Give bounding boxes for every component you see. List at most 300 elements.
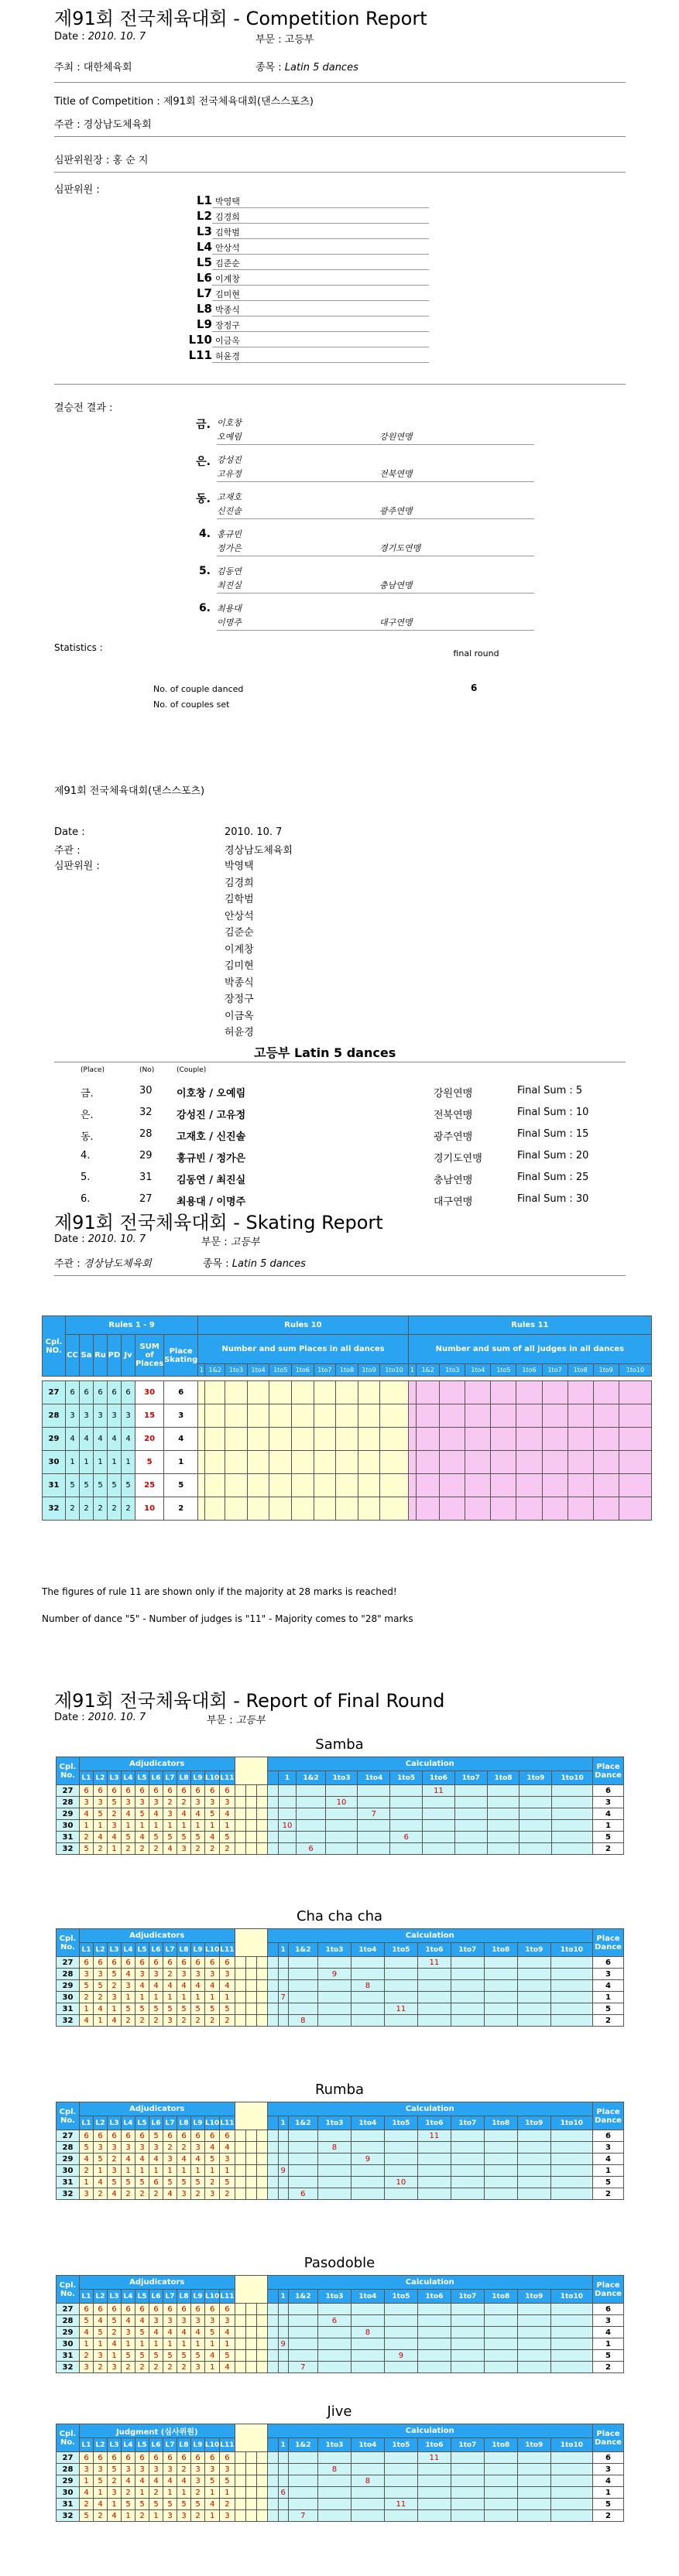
sk-rule11-cell (440, 1381, 465, 1404)
summary-organizer-label: 주관 : (54, 845, 81, 857)
fr-mark: 3 (135, 1797, 149, 1808)
result-name-2: 신진솔 (217, 506, 242, 516)
sk-calc-col: 1to7 (314, 1364, 336, 1377)
fr-calc-cell (517, 2362, 550, 2373)
summary-judge-name: 이금옥 (225, 1010, 254, 1022)
fr-calc-col: 1to8 (484, 2290, 517, 2304)
fr-mark: 3 (205, 2464, 220, 2475)
fr-calc-cell (417, 2188, 451, 2200)
fr-calc-col: 1to10 (550, 2438, 592, 2452)
fr-judge-col: L8 (177, 1943, 191, 1957)
fr-mark: 1 (94, 2015, 108, 2027)
sk-rule10-cell (336, 1428, 358, 1451)
fr-calc-cell: 9 (317, 1969, 351, 1980)
fr-header-row (57, 2290, 624, 2304)
fr-calc-cell (550, 2003, 592, 2015)
fr-blank (235, 2475, 245, 2487)
fr-cpl-no: 30 (57, 2165, 80, 2177)
fr-mark: 5 (205, 2003, 220, 2015)
fr-place: 3 (593, 2315, 624, 2327)
fr-mark: 1 (94, 1820, 108, 1832)
fr-calc-cell (297, 1785, 325, 1797)
fr-calc-cell (417, 2327, 451, 2338)
result-name-2: 고유정 (217, 469, 242, 479)
fr-mark: 5 (163, 2350, 177, 2362)
fr-calc-cell (325, 1843, 358, 1855)
fr-calc-cell (451, 2362, 484, 2373)
fr-calc-cell (288, 2154, 317, 2165)
fr-calc-cell (317, 2003, 351, 2015)
fr-calc-cell (417, 2475, 451, 2487)
fr-calc-col: 1&2 (288, 2290, 317, 2304)
fr-mark: 3 (135, 1969, 149, 1980)
fr-blank (256, 2464, 267, 2475)
fr-blank (235, 1832, 245, 1843)
result-place: 4. (198, 528, 211, 540)
summary-judges-label: 심판위원 : (54, 860, 100, 872)
fr-mark: 3 (163, 1808, 177, 1820)
summary-judge-name: 김학범 (225, 894, 254, 905)
fr-calc-blank (267, 2130, 278, 2142)
sk-rule11-cell (516, 1451, 542, 1474)
fr-calc-col: 1&2 (297, 1771, 325, 1785)
fr-judge-col: L3 (108, 2116, 122, 2130)
fr-data-row (57, 2362, 624, 2373)
summary-place: 동. (81, 1131, 94, 1143)
fr-calc-cell (390, 1820, 423, 1832)
event-row: 종목 : Latin 5 dances (255, 62, 358, 74)
fr-calc-cell (288, 1969, 317, 1980)
fr-judge-col: L2 (94, 1771, 108, 1785)
fr-mark: 2 (80, 1832, 94, 1843)
fr-calc-cell (317, 2499, 351, 2510)
fr-mark: 5 (177, 2177, 191, 2188)
fr-calc-col: 1to5 (384, 2116, 417, 2130)
fr-mark: 4 (205, 2142, 220, 2154)
fr-mark: 4 (220, 1808, 235, 1820)
fr-mark: 6 (177, 2130, 191, 2142)
fr-mark: 4 (163, 1843, 177, 1855)
fr-judge-col: L5 (135, 1943, 149, 1957)
fr-mark: 4 (108, 1832, 122, 1843)
sk-dance-place: 6 (122, 1381, 135, 1404)
fr-mark: 1 (108, 2350, 122, 2362)
fr-calc-cell (487, 1843, 520, 1855)
fr-mark: 4 (191, 2327, 205, 2338)
fr-blank (235, 2350, 245, 2362)
fr-cpl-header: Cpl. No. (57, 1929, 80, 1957)
fr-judge-col: L2 (94, 1943, 108, 1957)
fr-mark: 1 (80, 2177, 94, 2188)
fr-mark: 1 (122, 2510, 135, 2522)
fr-calc-cell (517, 2464, 550, 2475)
fr-judge-col: L11 (220, 2116, 235, 2130)
fr-calc-cell: 11 (384, 2003, 417, 2015)
fr-calc-cell (390, 1843, 423, 1855)
sk-rule11-cell (465, 1404, 491, 1428)
fr-mark: 2 (108, 2154, 122, 2165)
fr-blank (256, 2362, 267, 2373)
fr-calc-blank (267, 2327, 278, 2338)
fr-spacer-header (235, 2276, 267, 2304)
summary-no: 32 (139, 1107, 153, 1118)
judge-name: 허윤경 (212, 350, 429, 363)
fr-mark: 1 (122, 1820, 135, 1832)
judge-code: L5 (197, 255, 212, 269)
fr-calc-cell: 11 (423, 1785, 455, 1797)
judge-code: L6 (197, 271, 212, 285)
fr-calc-col: 1to9 (520, 1771, 552, 1785)
sk-rule10-cell (358, 1381, 380, 1404)
fr-mark: 2 (94, 2188, 108, 2200)
fr-blank (235, 2188, 245, 2200)
summary-no: 28 (139, 1128, 153, 1140)
fr-blank (256, 1820, 267, 1832)
judge-row (184, 224, 429, 238)
sk-calc-col: 1&2 (417, 1364, 440, 1377)
fr-mark: 3 (108, 2165, 122, 2177)
fr-blank (245, 1820, 256, 1832)
fr-mark: 5 (220, 2003, 235, 2015)
fr-mark: 6 (94, 2452, 108, 2464)
organizer-row: 주관 : 경상남도체육회 (54, 119, 152, 131)
sk-rule11-cell (542, 1474, 568, 1497)
fr-calc-cell (351, 2304, 384, 2315)
sk-rule11-cell (440, 1404, 465, 1428)
fr-mark: 1 (191, 2165, 205, 2177)
fr-blank (256, 2315, 267, 2327)
fr-blank (256, 2452, 267, 2464)
sk-rule10-cell (336, 1497, 358, 1521)
fr-calc-col: 1to6 (423, 1771, 455, 1785)
fr-calc-cell (451, 2338, 484, 2350)
result-name-2: 최진실 (217, 580, 242, 590)
fr-place: 5 (593, 2177, 624, 2188)
fr-mark: 6 (205, 2130, 220, 2142)
fr-mark: 4 (149, 1808, 163, 1820)
sk-rule10-cell (198, 1497, 205, 1521)
fr-mark: 3 (149, 1797, 163, 1808)
fr-blank (245, 1785, 256, 1797)
dance-name: Cha cha cha (296, 1908, 383, 1924)
fr-mark: 3 (191, 2142, 205, 2154)
sk-event-row: 종목 : Latin 5 dances (203, 1258, 306, 1270)
fr-blank (256, 1832, 267, 1843)
sk-rule10-cell (292, 1497, 314, 1521)
fr-place: 1 (593, 2165, 624, 2177)
fr-calc-cell (278, 1785, 297, 1797)
fr-mark: 5 (80, 2142, 94, 2154)
fr-mark: 3 (108, 1992, 122, 2003)
fr-mark: 6 (122, 2130, 135, 2142)
fr-mark: 3 (191, 1969, 205, 1980)
summary-judge-name: 김준순 (225, 927, 254, 939)
fr-calc-cell (278, 2154, 288, 2165)
fr-place-header: Place Dance (593, 1757, 624, 1785)
fr-mark: 6 (149, 2304, 163, 2315)
fr-mark: 6 (80, 2304, 94, 2315)
fr-calc-cell (278, 2304, 288, 2315)
fr-calc-cell (317, 2350, 351, 2362)
skating-report-title: 제91회 전국체육대회 - Skating Report (54, 1212, 383, 1233)
fr-mark: 6 (135, 2452, 149, 2464)
result-place: 동. (196, 493, 211, 505)
fr-mark: 2 (149, 2015, 163, 2027)
fr-mark: 1 (205, 2338, 220, 2350)
fr-blank (235, 2362, 245, 2373)
fr-calc-cell (288, 2487, 317, 2499)
fr-calc-col: 1to3 (325, 1771, 358, 1785)
result-region: 광주연맹 (379, 506, 413, 516)
fr-calc-cell (278, 2130, 288, 2142)
fr-header-row (57, 1757, 624, 1771)
fr-calc-cell (317, 2452, 351, 2464)
fr-mark: 2 (149, 2188, 163, 2200)
fr-calc-cell (288, 1992, 317, 2003)
fr-header-row (57, 1771, 624, 1785)
fr-calc-cell (278, 2327, 288, 2338)
fr-cpl-no: 27 (57, 1785, 80, 1797)
judge-row (184, 209, 429, 223)
sk-rule10-cell (225, 1497, 248, 1521)
fr-mark: 5 (220, 1832, 235, 1843)
judge-row (184, 255, 429, 269)
fr-mark: 3 (149, 2464, 163, 2475)
fr-calc-cell (417, 1980, 451, 1992)
fr-blank (235, 1969, 245, 1980)
fr-mark: 1 (163, 1992, 177, 2003)
sk-rules-1-9: Rules 1 - 9 (66, 1316, 198, 1335)
fr-blank (256, 2188, 267, 2200)
fr-place: 1 (593, 1992, 624, 2003)
sk-rule10-cell (205, 1404, 225, 1428)
fr-blank (256, 1992, 267, 2003)
judge-name: 장정구 (212, 319, 429, 332)
sk-rule11-cell (516, 1381, 542, 1404)
fr-mark: 2 (220, 2188, 235, 2200)
fr-calc-cell (278, 1808, 297, 1820)
fr-mark: 1 (220, 1820, 235, 1832)
fr-mark: 1 (135, 2338, 149, 2350)
fr-mark: 3 (177, 2315, 191, 2327)
fr-calc-cell (288, 1980, 317, 1992)
fr-mark: 4 (135, 1832, 149, 1843)
summary-place: 5. (81, 1172, 91, 1183)
judge-code: L4 (197, 240, 212, 254)
fr-data-row (57, 2165, 624, 2177)
fr-mark: 6 (205, 2304, 220, 2315)
fr-calc-cell (417, 2015, 451, 2027)
fr-calc-cell (417, 2464, 451, 2475)
fr-cpl-no: 31 (57, 1832, 80, 1843)
fr-mark: 6 (122, 1957, 135, 1969)
fr-data-row (57, 1808, 624, 1820)
sk-calc-col: 1to5 (491, 1364, 516, 1377)
fr-mark: 2 (108, 2327, 122, 2338)
fr-judge-col: L1 (80, 1771, 94, 1785)
fr-mark: 5 (122, 2177, 135, 2188)
fr-blank (245, 2003, 256, 2015)
result-divider (217, 481, 534, 482)
fr-cpl-no: 28 (57, 1797, 80, 1808)
fr-calc-cell (484, 2188, 517, 2200)
fr-mark: 4 (135, 2154, 149, 2165)
fr-mark: 1 (94, 2338, 108, 2350)
fr-mark: 6 (135, 2130, 149, 2142)
fr-mark: 3 (94, 1797, 108, 1808)
fr-data-row (57, 2452, 624, 2464)
sk-rule10-cell (205, 1451, 225, 1474)
fr-mark: 4 (94, 2003, 108, 2015)
fr-mark: 2 (191, 2188, 205, 2200)
fr-blank (256, 1843, 267, 1855)
fr-mark: 3 (205, 2188, 220, 2200)
sk-cpl-header: Cpl. NO. (43, 1316, 66, 1377)
sk-rule10-cell (198, 1428, 205, 1451)
sk-rule11-cell (568, 1497, 593, 1521)
sk-rule11-cell (408, 1497, 416, 1521)
fr-blank (235, 2464, 245, 2475)
fr-calc-cell (451, 2003, 484, 2015)
fr-place-header: Place Dance (593, 2276, 624, 2304)
fr-calc-cell (384, 2510, 417, 2522)
fr-calc-cell (417, 1992, 451, 2003)
summary-judge-name: 김미현 (225, 960, 254, 972)
sk-dance-place: 5 (94, 1474, 108, 1497)
sk-rule11-cell (568, 1404, 593, 1428)
fr-mark: 1 (80, 2003, 94, 2015)
fr-calc-cell (351, 2142, 384, 2154)
sk-sum: 10 (135, 1497, 164, 1521)
fr-calc-col: 1to7 (451, 2438, 484, 2452)
fr-place-header: Place Dance (593, 2102, 624, 2130)
fr-mark: 3 (149, 2142, 163, 2154)
fr-calc-col: 1to10 (552, 1771, 593, 1785)
fr-adj-header: Adjudicators (80, 2276, 235, 2290)
fr-calc-cell (484, 2015, 517, 2027)
fr-calc-cell (351, 2499, 384, 2510)
fr-calc-cell (325, 1832, 358, 1843)
fr-calc-cell (484, 2304, 517, 2315)
fr-place-header: Place Dance (593, 2424, 624, 2452)
fr-calc-cell (384, 2188, 417, 2200)
fr-calc-cell (288, 2327, 317, 2338)
sk-place: 5 (164, 1474, 198, 1497)
fr-calc-cell (288, 2142, 317, 2154)
fr-mark: 1 (149, 1992, 163, 2003)
fr-mark: 1 (205, 1820, 220, 1832)
fr-data-row (57, 2304, 624, 2315)
fr-mark: 6 (163, 1957, 177, 1969)
fr-judge-col: L9 (191, 2438, 205, 2452)
fr-mark: 5 (191, 2350, 205, 2362)
fr-calc-col: 1 (278, 2438, 288, 2452)
fr-calc-cell (351, 2350, 384, 2362)
fr-mark: 3 (108, 1820, 122, 1832)
sk-dance-place: 6 (94, 1381, 108, 1404)
fr-judge-col: L5 (135, 2438, 149, 2452)
sk-dance-col: PD (108, 1335, 122, 1377)
fr-place: 1 (593, 2338, 624, 2350)
fr-calc-col: 1 (278, 2290, 288, 2304)
fr-mark: 5 (80, 2510, 94, 2522)
sk-calc-col: 1to9 (358, 1364, 380, 1377)
fr-calc-cell (384, 2487, 417, 2499)
result-place: 은. (196, 456, 211, 468)
fr-calc-cell: 6 (390, 1832, 423, 1843)
fr-mark: 2 (135, 2362, 149, 2373)
fr-calc-cell (417, 2154, 451, 2165)
fr-calc-cell (351, 2130, 384, 2142)
fr-mark: 1 (205, 2362, 220, 2373)
fr-mark: 4 (163, 1980, 177, 1992)
fr-calc-cell (384, 2142, 417, 2154)
fr-calc-cell (384, 2464, 417, 2475)
fr-calc-col: 1to5 (390, 1771, 423, 1785)
fr-mark: 3 (205, 1797, 220, 1808)
judge-row (184, 302, 429, 316)
fr-judge-col: L4 (122, 2438, 135, 2452)
fr-mark: 2 (149, 2487, 163, 2499)
fr-mark: 4 (205, 1832, 220, 1843)
fr-calc-cell (517, 2510, 550, 2522)
fr-calc-col: 1to8 (484, 1943, 517, 1957)
fr-cpl-no: 31 (57, 2177, 80, 2188)
fr-calc-blank (267, 1992, 278, 2003)
fr-mark: 4 (94, 2177, 108, 2188)
fr-calc-cell (552, 1820, 593, 1832)
fr-cpl-no: 29 (57, 1808, 80, 1820)
fr-mark: 5 (177, 2003, 191, 2015)
fr-mark: 1 (149, 2165, 163, 2177)
fr-cpl-no: 30 (57, 1820, 80, 1832)
fr-calc-cell (317, 2165, 351, 2177)
fr-calc-cell (487, 1808, 520, 1820)
skating-note-2: Number of dance "5" - Number of judges is "11" - Majority comes to "28" marks (42, 1613, 413, 1624)
fr-calc-cell (417, 2362, 451, 2373)
fr-calc-cell (297, 1832, 325, 1843)
judge-code: L1 (197, 193, 212, 207)
fr-blank (245, 1843, 256, 1855)
fr-calc-cell (384, 2475, 417, 2487)
sk-calc-col: 1to10 (619, 1364, 651, 1377)
fr-mark: 4 (205, 2350, 220, 2362)
fr-calc-cell (417, 2487, 451, 2499)
fr-calc-col: 1to7 (451, 2290, 484, 2304)
fr-blank (256, 2475, 267, 2487)
fr-blank (235, 2487, 245, 2499)
sk-rule10-cell (247, 1451, 269, 1474)
fr-calc-cell (288, 2452, 317, 2464)
fr-mark: 6 (191, 1785, 205, 1797)
fr-calc-cell (417, 1969, 451, 1980)
sk-rule10-cell (205, 1381, 225, 1404)
fr-judge-col: L7 (163, 2290, 177, 2304)
fr-mark: 4 (135, 2315, 149, 2327)
sk-rule11-cell (491, 1428, 516, 1451)
fr-mark: 5 (205, 1808, 220, 1820)
fr-mark: 3 (163, 2315, 177, 2327)
sk-rule11-cell (491, 1497, 516, 1521)
fr-mark: 4 (94, 2499, 108, 2510)
sk-place-col: Place Skating (164, 1335, 198, 1377)
fr-place: 5 (593, 2499, 624, 2510)
fr-mark: 5 (135, 2177, 149, 2188)
fr-calc-cell: 11 (417, 2130, 451, 2142)
fr-blank (235, 1843, 245, 1855)
fr-mark: 5 (149, 2499, 163, 2510)
fr-calc-cell (550, 1992, 592, 2003)
